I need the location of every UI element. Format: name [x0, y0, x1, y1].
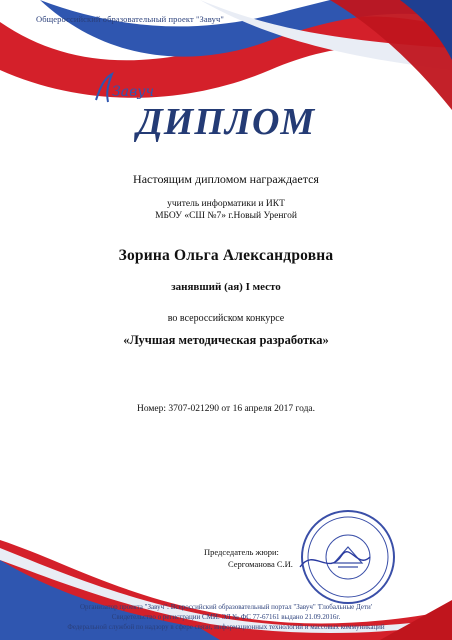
signature-scribble: [300, 552, 370, 567]
project-title: Общероссийский образовательный проект "Завуч": [36, 14, 224, 24]
number-line: Номер: 3707-021290 от 16 апреля 2017 года.: [136, 404, 316, 414]
contest-intro: во всероссийском конкурсе: [167, 313, 285, 324]
school-line: МБОУ «СШ №7» г.Новый Уренгой: [155, 211, 297, 221]
footer-registration: Свидетельство о регистрации СМИ: ЭЛ № ФС 77-67161 выдано 21.09.2016г.: [111, 613, 341, 621]
jury-chair-name: Сергоманова С.И.: [228, 559, 293, 569]
position-line: учитель информатики и ИКТ: [167, 199, 285, 209]
awarded-line: Настоящим дипломом награждается: [133, 172, 319, 186]
recipient-name: Зорина Ольга Александровна: [118, 247, 334, 264]
footer-organizer: Организатор проекта "Завуч": Всероссийский образовательный портал "Завуч" 'Глобальные Дети': [79, 603, 373, 611]
diploma-title: ДИПЛОМ: [136, 101, 316, 143]
place-line: занявший (ая) I место: [171, 281, 281, 293]
contest-name: «Лучшая методическая разработка»: [123, 333, 329, 347]
logo-text: Завуч: [112, 84, 155, 100]
official-seal: [298, 507, 398, 607]
jury-chair-label: Председатель жюри:: [204, 547, 279, 557]
footer-authority: Федеральной службой по надзору в сфере связи, информационных технологий и массовых коммуникаций: [67, 623, 385, 631]
